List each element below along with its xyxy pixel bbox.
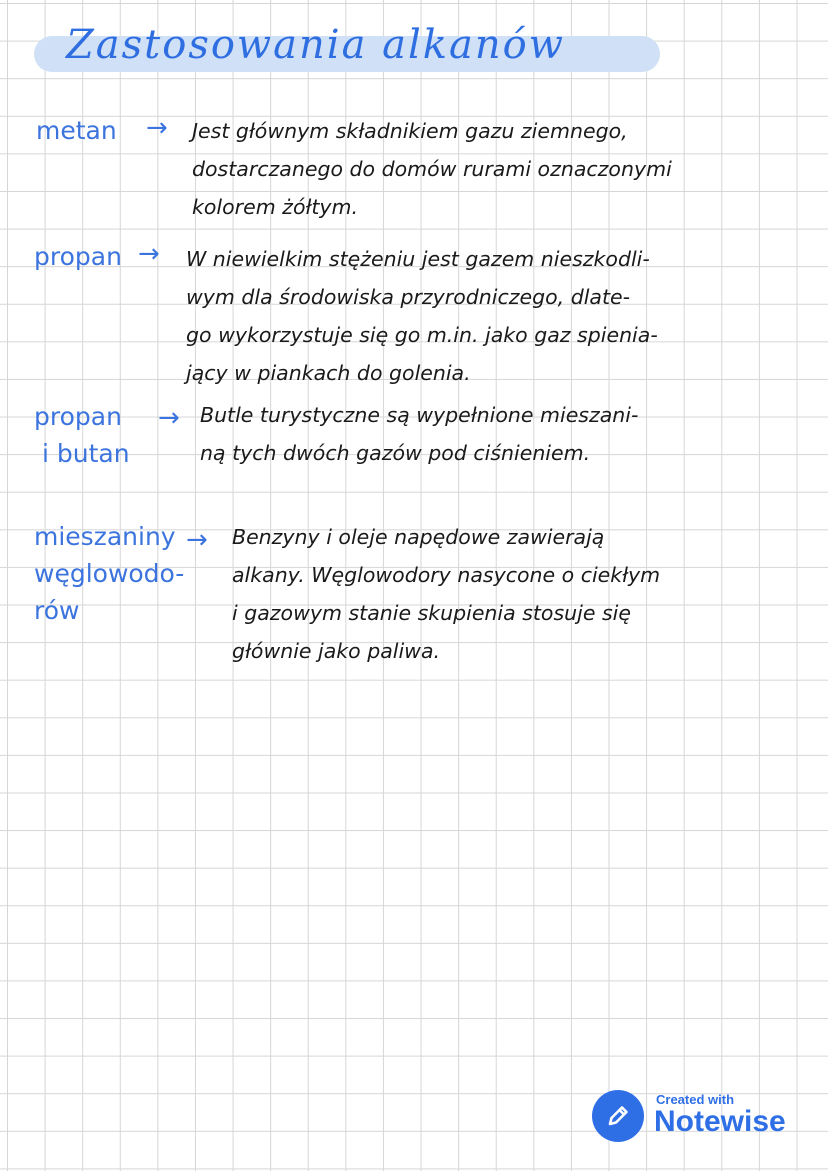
- term-line: węglowodo-: [34, 559, 185, 588]
- watermark-small-text: Created with: [656, 1092, 735, 1107]
- watermark-brand-text: Notewise: [654, 1105, 786, 1138]
- definition-mieszaniny: [232, 518, 660, 670]
- arrow-icon: →: [146, 113, 168, 143]
- notewise-watermark: [592, 1090, 812, 1150]
- definition-line: dostarczanego do domów rurami oznaczonymi: [192, 157, 672, 181]
- definition-line: głównie jako paliwa.: [232, 639, 441, 663]
- definition-line: alkany. Węglowodory nasycone o ciekłym: [232, 563, 661, 587]
- arrow-icon: →: [158, 403, 180, 433]
- page-title: Zastosowania alkanów: [66, 22, 565, 68]
- definition-line: jący w piankach do golenia.: [186, 361, 471, 385]
- definition-line: Benzyny i oleje napędowe zawierają: [232, 525, 605, 549]
- definition-line: W niewielkim stężeniu jest gazem nieszkodli-: [186, 247, 650, 271]
- pencil-icon: [592, 1090, 644, 1142]
- arrow-icon: →: [186, 525, 208, 555]
- definition-line: go wykorzystuje się go m.in. jako gaz spienia-: [186, 323, 658, 347]
- term-line: metan: [36, 116, 117, 145]
- definition-line: Jest głównym składnikiem gazu ziemnego,: [192, 119, 628, 143]
- term-line: propan: [34, 402, 122, 431]
- arrow-icon: →: [138, 239, 160, 269]
- definition-line: kolorem żółtym.: [192, 195, 359, 219]
- term-propan: [34, 238, 122, 275]
- definition-line: i gazowym stanie skupienia stosuje się: [232, 601, 631, 625]
- term-mieszaniny-weglowodorow: [34, 518, 184, 629]
- definition-line: ną tych dwóch gazów pod ciśnieniem.: [200, 441, 591, 465]
- term-propan-i-butan: [34, 398, 130, 472]
- definition-propan-i-butan: [200, 396, 638, 472]
- term-metan: [36, 112, 117, 149]
- definition-propan: [186, 240, 658, 392]
- definition-line: wym dla środowiska przyrodniczego, dlate-: [186, 285, 631, 309]
- term-line: i butan: [42, 439, 130, 468]
- term-line: propan: [34, 242, 122, 271]
- term-line: mieszaniny: [34, 522, 176, 551]
- definition-metan: [192, 112, 672, 226]
- term-line: rów: [34, 596, 80, 625]
- definition-line: Butle turystyczne są wypełnione mieszani-: [200, 403, 639, 427]
